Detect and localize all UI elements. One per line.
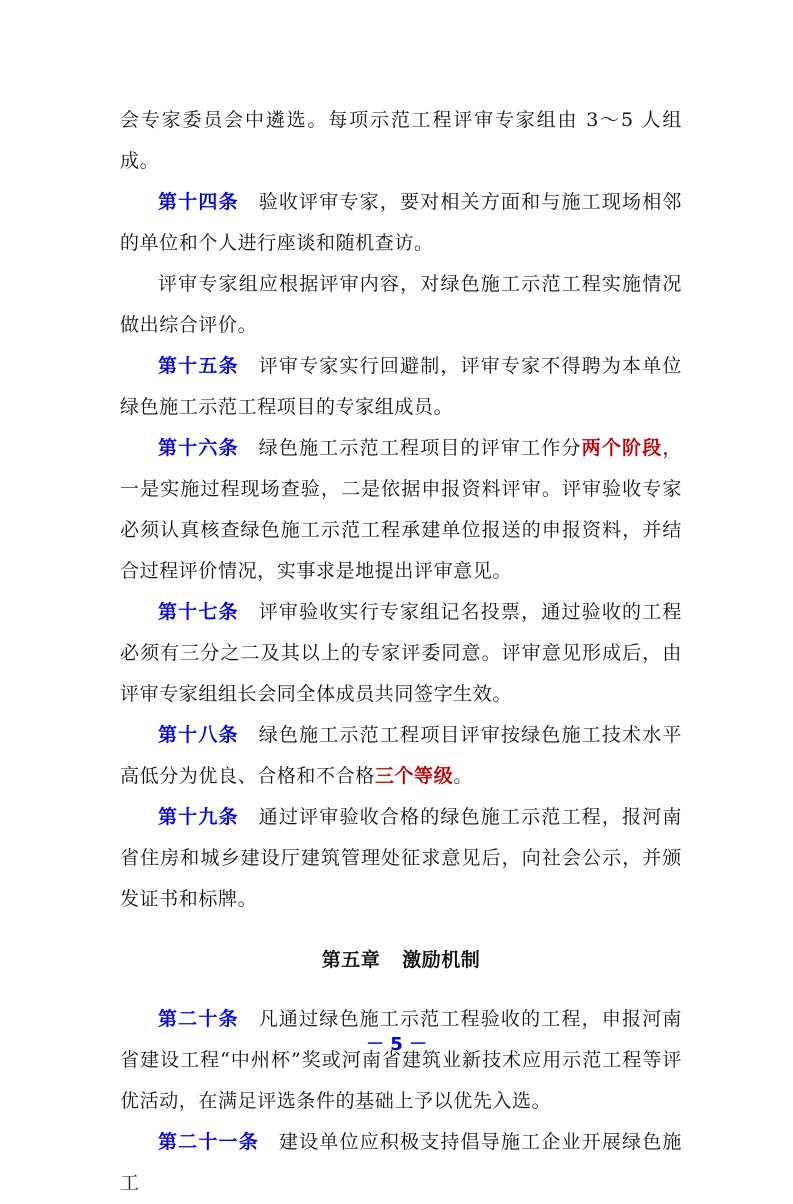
article-label: 第二十条 xyxy=(158,1008,239,1030)
article-19 xyxy=(120,797,682,920)
article-label: 第十七条 xyxy=(158,601,239,623)
article-text: 评审专家实行回避制，评审专家不得聘为本单位绿色施工示范工程项目的专家组成员。 xyxy=(120,355,682,418)
page-number: － 5 － xyxy=(365,1034,428,1055)
article-21 xyxy=(120,1122,682,1204)
article-text: 验收评审专家，要对相关方面和与施工现场相邻的单位和个人进行座谈和随机查访。 xyxy=(120,191,682,254)
article-label: 第十九条 xyxy=(158,806,239,828)
article-18 xyxy=(120,715,682,797)
article-label: 第十五条 xyxy=(158,355,239,377)
article-label: 第二十一条 xyxy=(158,1131,259,1153)
article-17 xyxy=(120,592,682,715)
chapter-heading xyxy=(120,940,682,981)
article-text: 通过评审验收合格的绿色施工示范工程，报河南省住房和城乡建设厅建筑管理处征求意见后，向社会公示，并颁发证书和标牌。 xyxy=(120,806,682,910)
article-text: 评审验收实行专家组记名投票，通过验收的工程必须有三分之二及其以上的专家评委同意。评审意见形成后，由评审专家组组长会同全体成员共同签字生效。 xyxy=(120,601,682,705)
article-20 xyxy=(120,999,682,1122)
article-text-after: 。 xyxy=(453,765,473,787)
paragraph-plain xyxy=(120,264,682,346)
article-16 xyxy=(120,428,682,592)
article-label: 第十六条 xyxy=(158,437,239,459)
article-15 xyxy=(120,346,682,428)
article-label: 第十四条 xyxy=(158,191,239,213)
article-text: 建设单位应积极支持倡导施工企业开展绿色施工 xyxy=(120,1131,682,1194)
paragraph-continuation xyxy=(120,100,682,182)
article-text: 凡通过绿色施工示范工程验收的工程，申报河南省建设工程“中州杯”奖或河南省建筑业新技术应用示范工程等评优活动，在满足评选条件的基础上予以优先入选。 xyxy=(120,1008,682,1112)
article-text: 绿色施工示范工程项目的评审工作分 xyxy=(258,437,582,459)
paragraph-text: 评审专家组应根据评审内容，对绿色施工示范工程实施情况做出综合评价。 xyxy=(120,273,682,336)
article-text-after: ，一是实施过程现场查验，二是依据申报资料评审。评审验收专家必须认真核查绿色施工示范工程承建单位报送的申报资料，并结合过程评价情况，实事求是地提出评审意见。 xyxy=(120,437,682,582)
article-14 xyxy=(120,182,682,264)
paragraph-text: 会专家委员会中遴选。每项示范工程评审专家组由 3～5 人组成。 xyxy=(120,109,682,172)
highlight-text: 两个阶段 xyxy=(581,437,663,459)
highlight-text: 三个等级 xyxy=(374,765,454,787)
article-text: 绿色施工示范工程项目评审按绿色施工技术水平高低分为优良、合格和不合格 xyxy=(120,724,682,787)
chapter-title: 激励机制 xyxy=(402,949,481,971)
article-label: 第十八条 xyxy=(158,724,239,746)
chapter-number: 第五章 xyxy=(321,949,381,971)
